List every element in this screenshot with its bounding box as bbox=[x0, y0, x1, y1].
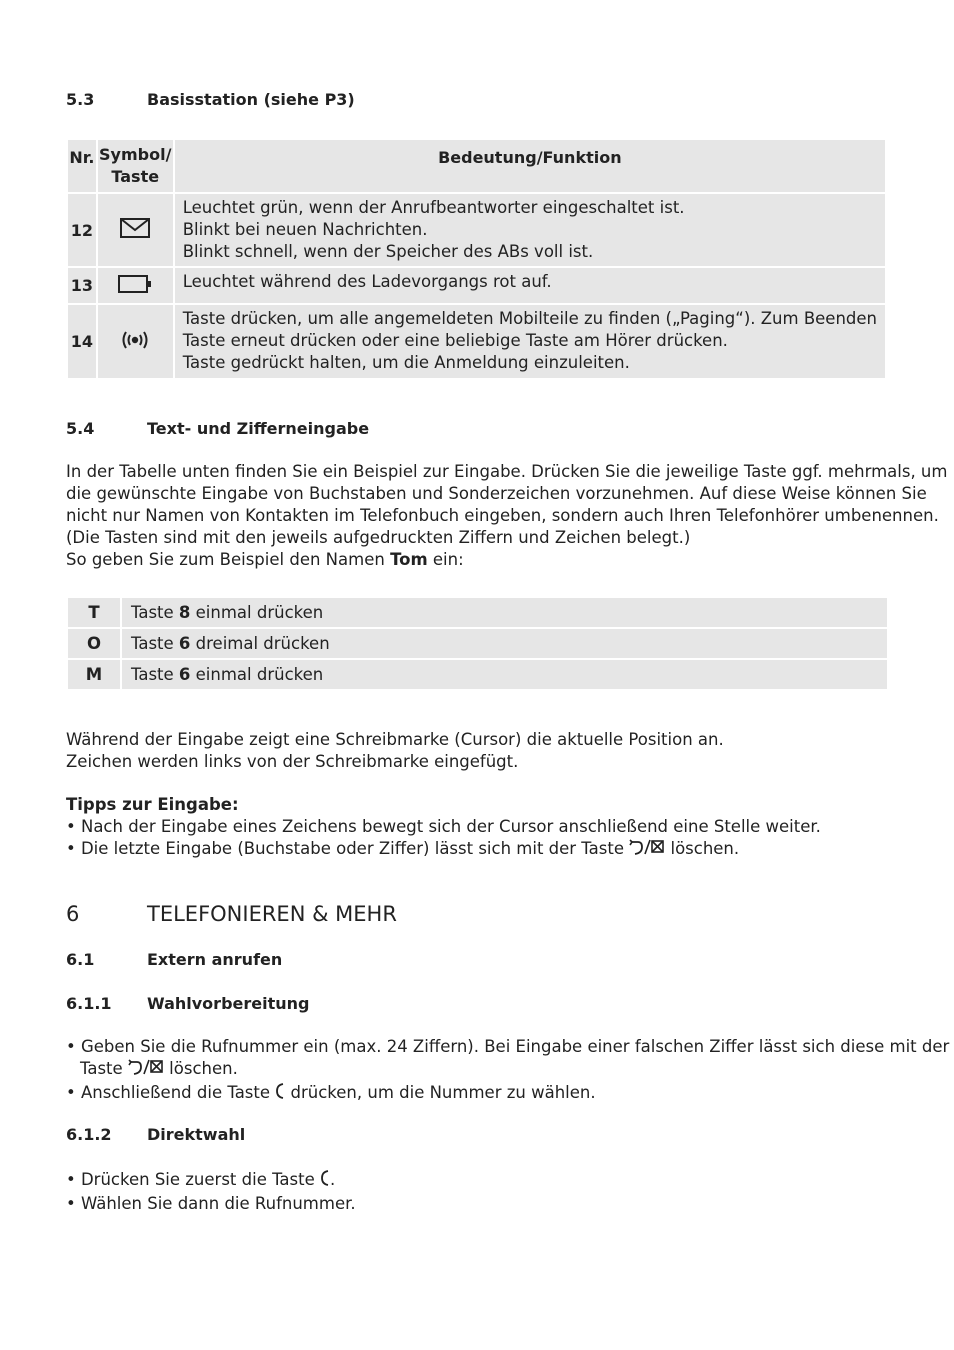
section-6-1-1-heading: 6.1.1 Wahlvorbereitung bbox=[66, 994, 310, 1013]
envelope-icon bbox=[98, 194, 173, 266]
row-number: 13 bbox=[68, 268, 96, 303]
section-6-1-2-heading: 6.1.2 Direktwahl bbox=[66, 1125, 246, 1144]
cursor-paragraph: Während der Eingabe zeigt eine Schreibmarke (Cursor) die aktuelle Position an. Zeichen werden links von der Schreibmarke eingefügt. bbox=[66, 730, 724, 771]
section-number: 5.3 bbox=[66, 90, 95, 109]
tom-example-table bbox=[66, 596, 889, 691]
section-5-4-heading bbox=[66, 419, 566, 441]
row-description: Taste drücken, um alle angemeldeten Mobilteile zu finden („Paging“). Zum Beenden Taste erneut drücken oder eine beliebige Taste am Hörer drücken. Taste gedrückt halten, um die Anmeldung einzuleiten. bbox=[175, 305, 885, 378]
direktwahl-list: • Drücken Sie zuerst die Taste . • Wählen Sie dann die Rufnummer. bbox=[66, 1170, 356, 1213]
call-key-icon bbox=[275, 1082, 285, 1106]
row-description: Leuchtet während des Ladevorgangs rot auf. bbox=[175, 268, 885, 303]
section-title: Basisstation (siehe P3) bbox=[147, 90, 355, 109]
battery-icon bbox=[98, 268, 173, 303]
example-line: So geben Sie zum Beispiel den Namen Tom ein: bbox=[66, 550, 464, 569]
chapter-title: TELEFONIEREN & MEHR bbox=[147, 902, 397, 926]
chapter-6-heading bbox=[66, 902, 566, 930]
back-delete-key-icon bbox=[128, 1058, 164, 1082]
header-symbol: Symbol/ Taste bbox=[98, 140, 173, 192]
section-number: 5.4 bbox=[66, 419, 95, 438]
table-row bbox=[68, 194, 885, 266]
row-number: 14 bbox=[68, 305, 96, 378]
table-row: T Taste 8 einmal drücken bbox=[68, 598, 887, 627]
header-meaning: Bedeutung/Funktion bbox=[175, 140, 885, 192]
table-row: M Taste 6 einmal drücken bbox=[68, 660, 887, 689]
call-key-icon bbox=[320, 1169, 330, 1193]
table-row bbox=[68, 305, 885, 378]
row-description: Leuchtet grün, wenn der Anrufbeantworter eingeschaltet ist. Blinkt bei neuen Nachrichten. Blinkt schnell, wenn der Speicher des ABs voll ist. bbox=[175, 194, 885, 266]
section-title: Text- und Zifferneingabe bbox=[147, 419, 370, 438]
chapter-number: 6 bbox=[66, 902, 80, 926]
back-delete-key-icon bbox=[629, 838, 665, 862]
tips-title: Tipps zur Eingabe: bbox=[66, 795, 239, 814]
symbol-table bbox=[66, 138, 887, 380]
row-number: 12 bbox=[68, 194, 96, 266]
section-5-3-heading bbox=[66, 90, 566, 112]
paging-icon bbox=[98, 305, 173, 378]
table-row bbox=[68, 268, 885, 303]
table-row: O Taste 6 dreimal drücken bbox=[68, 629, 887, 658]
header-nr: Nr. bbox=[68, 140, 96, 192]
tips-block: Tipps zur Eingabe: • Nach der Eingabe eines Zeichens bewegt sich der Cursor anschließend eine Stelle weiter. • Die letzte Eingabe (Buchstabe oder Ziffer) lässt sich mit der Taste löschen. bbox=[66, 794, 821, 862]
section-6-1-heading: 6.1 Extern anrufen bbox=[66, 950, 283, 969]
intro-paragraph: In der Tabelle unten finden Sie ein Beispiel zur Eingabe. Drücken Sie die jeweilige Taste ggf. mehrmals, um die gewünschte Eingabe von Buchstaben und Sonderzeichen vorzunehmen. Auf diese Weise können Sie nicht nur Namen von Kontakten im Telefonbuch eingeben, sondern auch Ihren Telefonhörer umbenennen. (Die Tasten sind mit den jeweils aufgedruckten Ziffern und Zeichen belegt.) So geben Sie zum Beispiel den Namen Tom ein: bbox=[66, 462, 948, 569]
wahlvorbereitung-list: • Geben Sie die Rufnummer ein (max. 24 Ziffern). Bei Eingabe einer falschen Ziffer lässt sich diese mit der Taste löschen. • Anschließend die Taste drücken, um die Nummer zu wählen. bbox=[66, 1036, 949, 1106]
